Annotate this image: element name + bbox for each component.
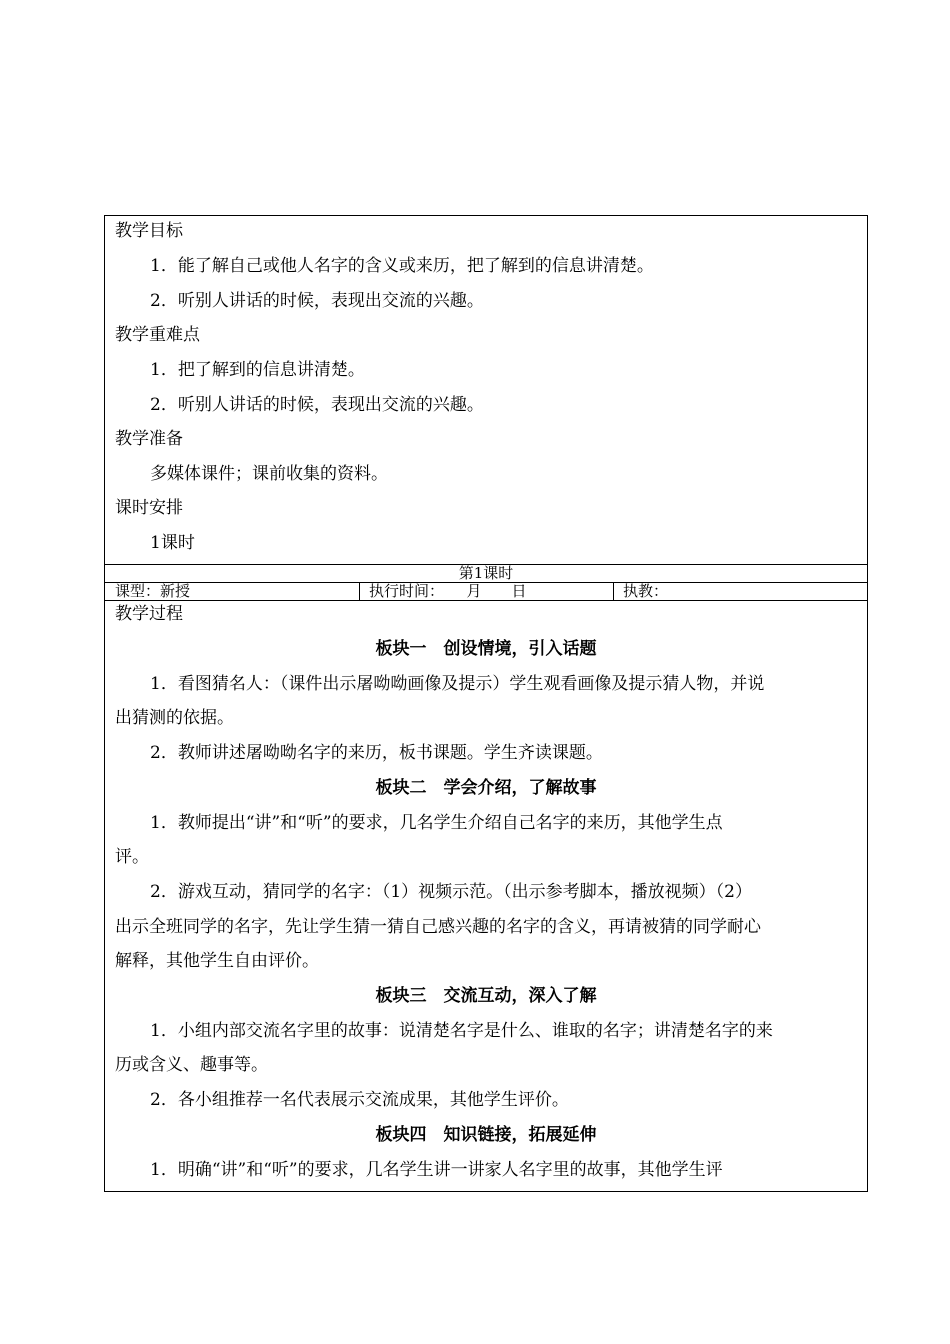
block3-para2: 2．各小组推荐一名代表展示交流成果，其他学生评价。 bbox=[150, 1090, 569, 1110]
block1-para2: 2．教师讲述屠呦呦名字的来历，板书课题。学生齐读课题。 bbox=[150, 743, 603, 763]
goal-item-1: 1．能了解自己或他人名字的含义或来历，把了解到的信息讲清楚。 bbox=[150, 256, 654, 276]
block1-heading: 板块一 创设情境，引入话题 bbox=[375, 639, 597, 659]
block3-para1-line2: 历或含义、趣事等。 bbox=[115, 1055, 268, 1075]
block3-heading: 板块三 交流互动，深入了解 bbox=[375, 986, 597, 1006]
difficulty-item-2: 2．听别人讲话的时候，表现出交流的兴趣。 bbox=[150, 395, 484, 415]
process-label: 教学过程 bbox=[115, 604, 183, 624]
lesson-title: 第1课时 bbox=[458, 564, 514, 582]
lesson-plan-table bbox=[104, 215, 868, 1192]
block2-para2-line2: 出示全班同学的名字，先让学生猜一猜自己感兴趣的名字的含义，再请被猜的同学耐心 bbox=[115, 917, 761, 937]
block3-para1-line1: 1．小组内部交流名字里的故事：说清楚名字是什么、谁取的名字；讲清楚名字的来 bbox=[150, 1021, 773, 1041]
block2-para2-line3: 解释，其他学生自由评价。 bbox=[115, 951, 319, 971]
lesson-teacher: 执教： bbox=[623, 582, 669, 600]
difficulty-item-1: 1．把了解到的信息讲清楚。 bbox=[150, 360, 365, 380]
block4-para1-line1: 1．明确“讲”和“听”的要求，几名学生讲一讲家人名字里的故事，其他学生评 bbox=[150, 1160, 723, 1180]
prep-label: 教学准备 bbox=[115, 429, 183, 449]
block2-para1-line1: 1．教师提出“讲”和“听”的要求，几名学生介绍自己名字的来历，其他学生点 bbox=[150, 813, 723, 833]
block1-para1-line1: 1．看图猜名人：（课件出示屠呦呦画像及提示）学生观看画像及提示猜人物，并说 bbox=[150, 674, 765, 694]
schedule-text: 1课时 bbox=[150, 533, 195, 553]
block4-heading: 板块四 知识链接，拓展延伸 bbox=[375, 1125, 597, 1145]
block1-para1-line2: 出猜测的依据。 bbox=[115, 708, 234, 728]
goal-label: 教学目标 bbox=[115, 221, 183, 241]
prep-text: 多媒体课件；课前收集的资料。 bbox=[150, 464, 388, 484]
block2-heading: 板块二 学会介绍，了解故事 bbox=[375, 778, 597, 798]
goal-item-2: 2．听别人讲话的时候，表现出交流的兴趣。 bbox=[150, 291, 484, 311]
block2-para2-line1: 2．游戏互动，猜同学的名字：（1）视频示范。（出示参考脚本，播放视频）（2） bbox=[150, 882, 752, 902]
block2-para1-line2: 评。 bbox=[115, 847, 149, 867]
schedule-label: 课时安排 bbox=[115, 498, 183, 518]
intro-section bbox=[105, 216, 867, 563]
lesson-time: 执行时间： 月 日 bbox=[369, 582, 527, 600]
lesson-info-row bbox=[105, 583, 867, 600]
divider bbox=[105, 600, 867, 601]
difficulty-label: 教学重难点 bbox=[115, 325, 200, 345]
lesson-type: 课型：新授 bbox=[115, 582, 191, 600]
